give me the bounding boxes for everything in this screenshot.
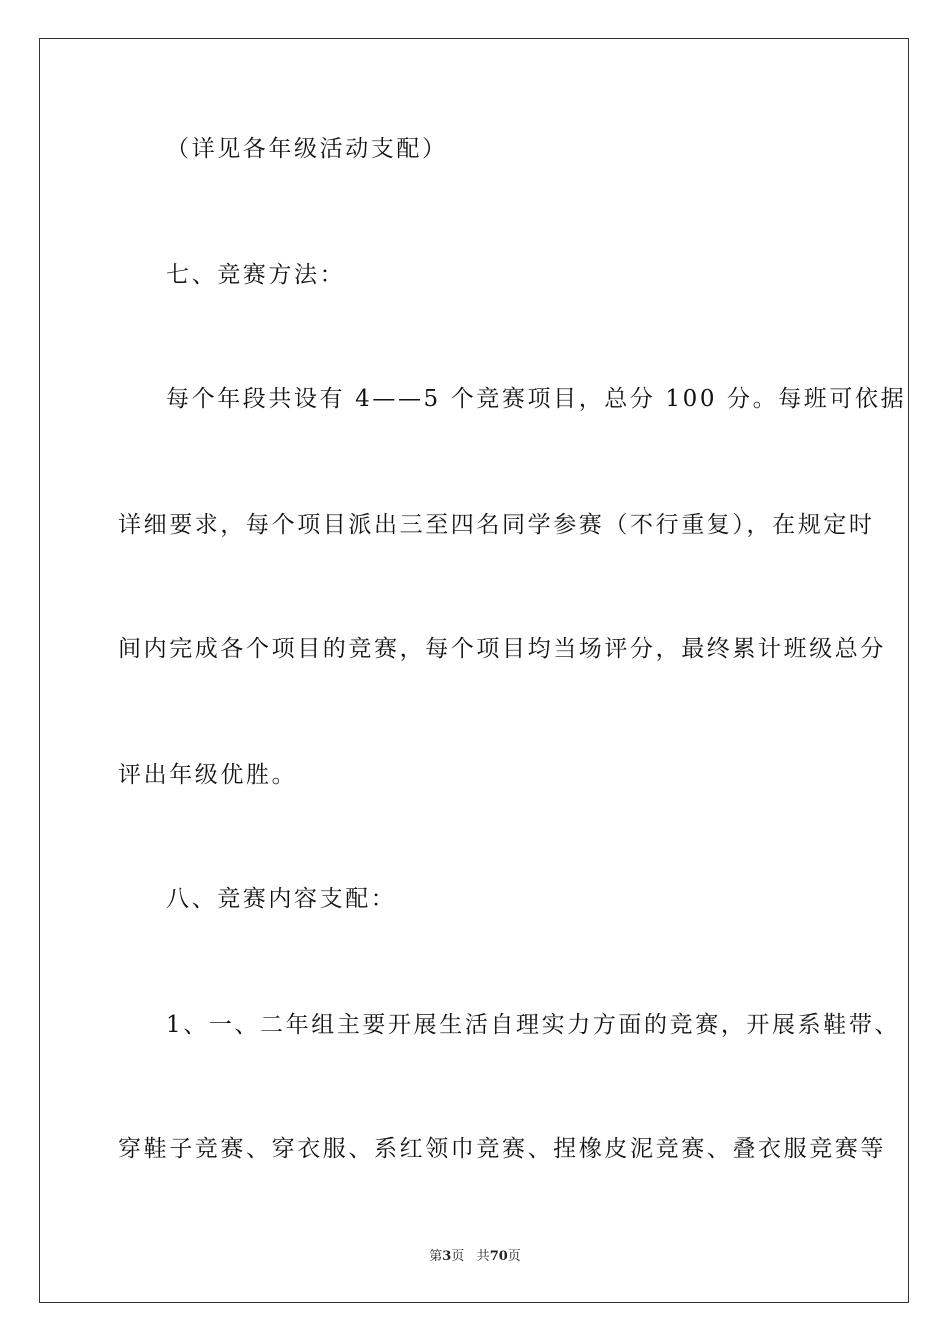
page-border: [39, 38, 909, 1303]
footer-total-prefix: 共: [476, 1249, 490, 1264]
paragraph-method-line-1: 每个年段共设有 4——5 个竞赛项目，总分 100 分。每班可依据: [166, 386, 907, 412]
paragraph-method-line-2: 详细要求，每个项目派出三至四名同学参赛（不行重复），在规定时: [118, 512, 875, 538]
footer-total-pages: 70: [489, 1249, 508, 1264]
page-footer: [0, 1245, 950, 1264]
paragraph-method-line-3: 间内完成各个项目的竞赛，每个项目均当场评分，最终累计班级总分: [118, 636, 886, 662]
heading-competition-content: 八、竞赛内容支配：: [166, 886, 397, 912]
heading-competition-method: 七、竞赛方法：: [166, 262, 346, 288]
paragraph-method-line-4: 评出年级优胜。: [118, 762, 298, 788]
paragraph-content-line-2: 穿鞋子竞赛、穿衣服、系红领巾竞赛、捏橡皮泥竞赛、叠衣服竞赛等: [118, 1136, 886, 1162]
paragraph-content-line-1: 1、一、二年组主要开展生活自理实力方面的竞赛，开展系鞋带、: [166, 1012, 901, 1038]
footer-page-suffix: 页: [451, 1249, 465, 1264]
footer-total-suffix: 页: [507, 1249, 521, 1264]
footer-page-prefix: 第: [429, 1249, 443, 1264]
footer-page-number: 3: [442, 1249, 452, 1264]
paragraph-see-grade-schedule: （详见各年级活动支配）: [166, 136, 448, 162]
